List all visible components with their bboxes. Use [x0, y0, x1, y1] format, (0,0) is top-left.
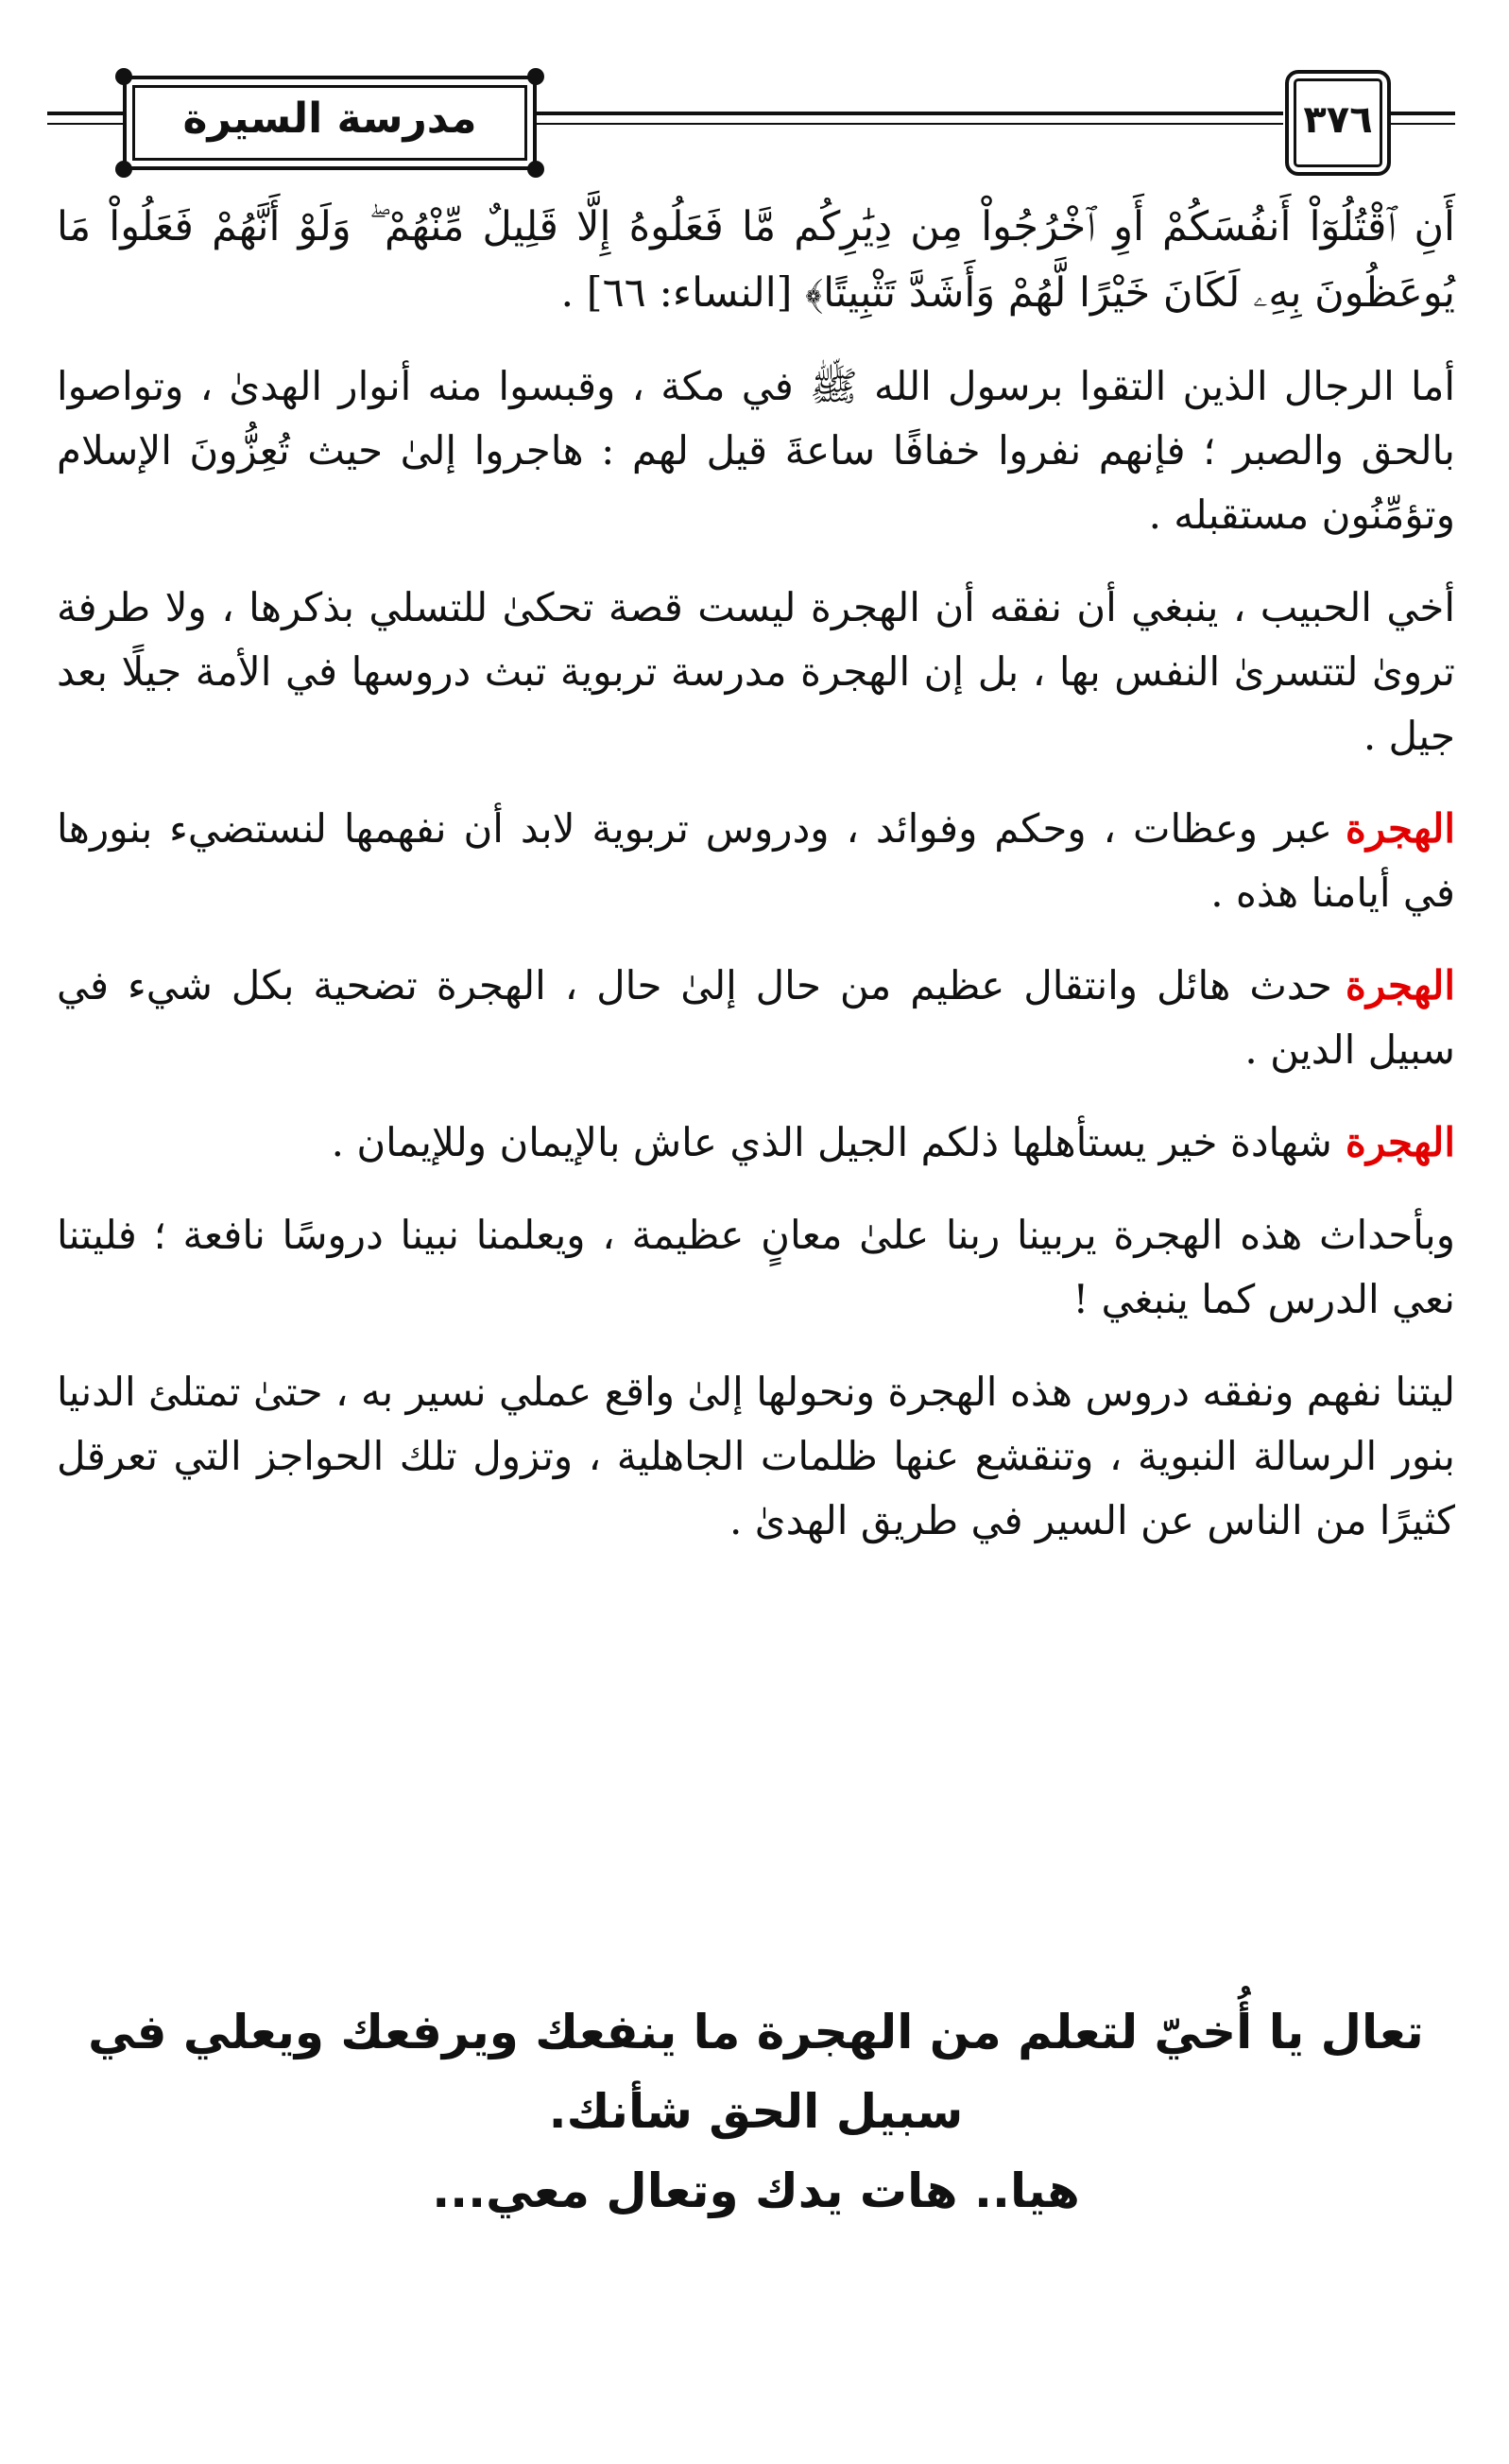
page-number: ٣٧٦	[1303, 98, 1373, 142]
paragraph-hope: ليتنا نفهم ونفقه دروس هذه الهجرة ونحولها إلىٰ واقع عملي نسير به ، حتىٰ تمتلئ الدنيا بنور الرسالة النبوية ، وتنقشع عنها ظلمات الجاهلية ، وتزول تلك الحواجز التي تعرقل كثيرًا من الناس عن السير في طريق الهدىٰ .	[57, 1369, 1455, 1543]
page-header	[47, 68, 1455, 172]
book-title: مدرسة السيرة	[182, 95, 477, 143]
hijra-item	[57, 1111, 1455, 1175]
hijra-keyword: الهجرة	[1345, 962, 1455, 1008]
paragraph-migrants: أما الرجال الذين التقوا برسول الله ﷺ في مكة ، وقبسوا منه أنوار الهدىٰ ، وتواصوا بالحق والصبر ؛ فإنهم نفروا خفافًا ساعةَ قيل لهم : هاجروا إلىٰ حيث تُعِزُّونَ الإسلام وتؤمِّنُون مستقبله .	[57, 363, 1455, 538]
hijra-item-text: عبر وعظات ، وحكم وفوائد ، ودروس تربوية لابد أن نفهمها لنستضيء بنورها في أيامنا هذه .	[57, 805, 1455, 916]
closing-line-1: تعال يا أُخيّ لتعلم من الهجرة ما ينفعك ويرفعك ويعلي في سبيل الحق شأنك.	[88, 2005, 1424, 2139]
header-rule-left	[47, 112, 123, 115]
hijra-item-text: حدث هائل وانتقال عظيم من حال إلىٰ حال ، الهجرة تضحية بكل شيء في سبيل الدين .	[57, 962, 1455, 1073]
verse-text: أَنِ ٱقْتُلُوٓاْ أَنفُسَكُمْ أَوِ ٱخْرُجُواْ مِن دِيَٰرِكُم مَّا فَعَلُوهُ إِلَّا قَلِيلٌ مِّنْهُمْ ۖ وَلَوْ أَنَّهُمْ فَعَلُواْ مَا يُوعَظُونَ بِهِۦ لَكَانَ خَيْرًا لَّهُمْ وَأَشَدَّ تَثْبِيتًا﴾	[57, 203, 1455, 317]
header-rule-left-lower	[47, 123, 123, 125]
hijra-keyword: الهجرة	[1345, 1119, 1455, 1165]
verse-citation: [النساء: ٦٦] .	[560, 269, 793, 317]
book-title-cartouche	[123, 76, 537, 170]
ornament-dot	[115, 68, 132, 85]
hijra-keyword: الهجرة	[1345, 805, 1455, 852]
paragraph-hijra-school: أخي الحبيب ، ينبغي أن نفقه أن الهجرة ليست قصة تحكىٰ للتسلي بذكرها ، ولا طرفة تروىٰ لتتسرىٰ النفس بها ، بل إن الهجرة مدرسة تربوية تبث دروسها في الأمة جيلًا بعد جيل .	[57, 584, 1455, 759]
paragraph-lessons: وبأحداث هذه الهجرة يربينا ربنا علىٰ معانٍ عظيمة ، ويعلمنا نبينا دروسًا نافعة ؛ فليتنا نعي الدرس كما ينبغي !	[57, 1212, 1455, 1322]
page-body	[57, 194, 1455, 1581]
hijra-item-text: شهادة خير يستأهلها ذلكم الجيل الذي عاش بالإيمان وللإيمان .	[331, 1119, 1332, 1165]
hijra-item	[57, 797, 1455, 925]
header-rule-right-lower	[1389, 123, 1455, 125]
ornament-dot	[527, 68, 544, 85]
quran-verse	[57, 194, 1455, 326]
hijra-item	[57, 954, 1455, 1082]
page-number-box	[1285, 70, 1391, 176]
header-rule-middle	[533, 112, 1283, 115]
header-rule-middle-lower	[533, 123, 1283, 125]
ornament-dot	[527, 161, 544, 178]
closing-invitation	[57, 1992, 1455, 2231]
ornament-dot	[115, 161, 132, 178]
header-rule-right	[1389, 112, 1455, 115]
closing-line-2: هيا.. هات يدك وتعال معي...	[432, 2163, 1080, 2218]
